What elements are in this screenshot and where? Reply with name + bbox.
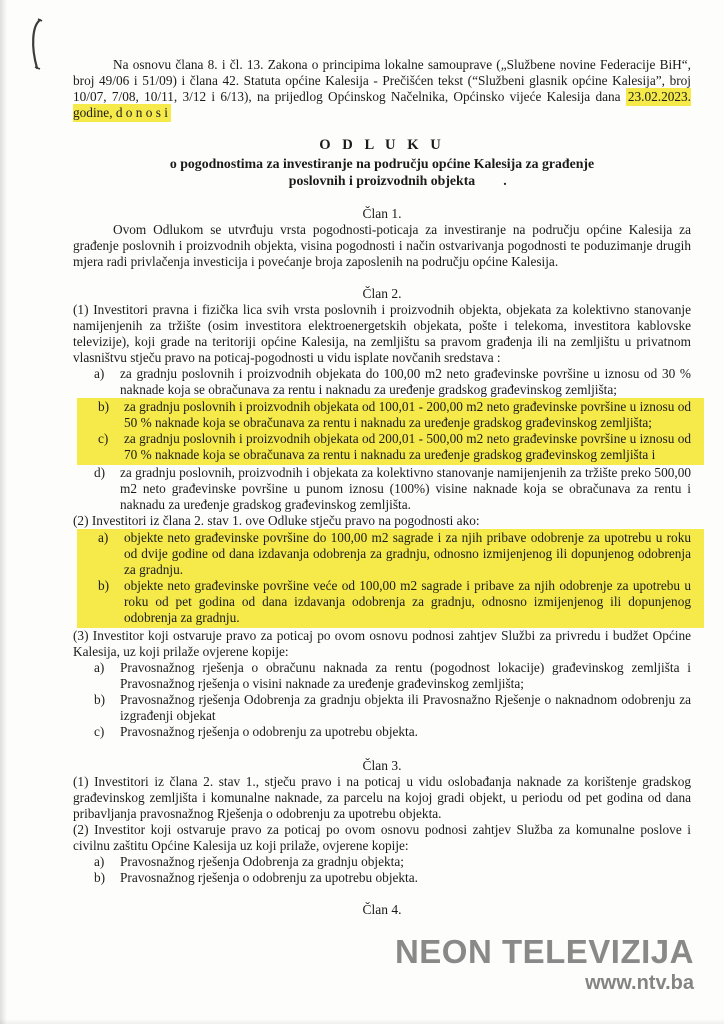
list-item-d — [73, 465, 691, 513]
clan-3-paragraph-2: (2) Investitor koji ostvaruje pravo za poticaj po ovom osnovu podnosi zahtjev Služba za komunalne poslove i civilnu zaštitu Općine Kalesija uz koji prilaže, ovjerene kopije: — [73, 821, 691, 853]
list-marker: d) — [94, 464, 106, 480]
list-marker: a) — [94, 365, 105, 381]
list-marker: b) — [98, 398, 110, 414]
list-item-text: za gradnju poslovnih i proizvodnih objekata od 200,01 - 500,00 m2 neto građevinske površine u iznosu od 70 % naknade koja se obračunava za rentu i naknadu za uređenje gradskog građevinskog zemljišta i — [124, 430, 691, 462]
list-marker: b) — [94, 691, 106, 707]
document-title — [73, 137, 691, 190]
list-item-text: za gradnju poslovnih i proizvodnih objekata od 100,01 - 200,00 m2 neto građevinske površine u iznosu od 50 % naknade koja se obračunava za rentu i naknadu za uređenje gradskog građevinskog zemljišta; — [124, 398, 691, 430]
list-item-text: Pravosnažnog rješenja Odobrenja za gradnju objekta; — [120, 853, 404, 869]
list-marker: c) — [94, 723, 105, 739]
clan-1-heading: Član 1. — [362, 205, 402, 221]
list-item-2b — [77, 578, 691, 626]
title-line-3: poslovnih i proizvodnih objekta . — [288, 173, 507, 188]
highlighted-date: 23.02.2023. godine, d o n o s i — [73, 89, 691, 120]
list-item-text: za gradnju poslovnih i proizvodnih objekata do 100,00 m2 neto građevinske površine u iznosu od 30 % naknade koja se obračunava za rentu i naknadu za uređenje gradskog građevinskog zemljišta; — [120, 365, 691, 397]
list-item-text: objekte neto građevinske površine veće od 100,00 m2 sagrade i pribave za njih odobrenje za upotrebu u roku od pet godina od dana izdavanja odobrenja za gradnju, odnosno izmijenjenog ili dopunjenog odobrenja za gradnju. — [124, 577, 691, 625]
title-line-1: O D L U K U — [319, 137, 445, 153]
title-stray-dot: . — [503, 173, 507, 188]
clan-3-heading: Član 3. — [362, 757, 402, 773]
list-marker: a) — [94, 853, 105, 869]
list-item-c — [77, 431, 691, 463]
list-item-a — [73, 366, 691, 398]
list-marker: c) — [98, 430, 109, 446]
list-marker: a) — [94, 659, 105, 675]
document-body — [73, 57, 691, 918]
clan-1-body: Ovom Odlukom se utvrđuju vrsta pogodnosti-poticaja za investiranje na području općine Kalesija za građenje poslovnih i proizvodnih objekta, visina pogodnosti i način ostvarivanja pogodnosti te poduzimanje drugih mjera radi privlačenja investicija i povećanje broja zaposlenih na području općine Kalesija. — [73, 221, 691, 269]
clan-2-heading: Član 2. — [362, 285, 402, 301]
list-marker: b) — [98, 577, 110, 593]
list-item-2a — [77, 530, 691, 578]
intro-text: Na osnovu člana 8. i čl. 13. Zakona o principima lokalne samouprave („Službene novine Federacije BiH“, broj 49/06 i 51/09) i člana 42. Statuta općine Kalesija - Prečišćen tekst (“Službeni glasnik općine Kalesija”, broj 10/07, 7/08, 10/11, 3/12 i 6/13), na prijedlog Općinskog Načelnika, Općinsko vijeće Kalesija dana — [73, 57, 691, 104]
clan-2-paragraph-3: (3) Investitor koji ostvaruje pravo za poticaj po ovom osnovu podnosi zahtjev Službi za privredu i budžet Općine Kalesija, uz koji prilaže ovjerene kopije: — [73, 627, 691, 659]
list-item-text: za gradnju poslovnih, proizvodnih i objekata za kolektivno stanovanje namijenjenih za tržište preko 500,00 m2 neto građevinske površine u punom iznosu (100%) visine naknade koja se obračunava za rentu i naknadu za uređenje gradskog građevinskog zemljišta. — [120, 464, 691, 512]
list-item-text: objekte neto građevinske površine do 100,00 m2 sagrade i za njih pribave odobrenje za upotrebu u roku od dvije godine od dana izdavanja odobrenja za gradnju, odnosno izmijenjenog ili dopunjenog odobrenja za gradnju. — [124, 529, 691, 577]
list-item-text: Pravosnažnog rješenja o odobrenju za upotrebu objekta. — [120, 869, 418, 885]
highlight-block-1 — [77, 398, 704, 465]
scan-edge-shadow-bottom — [0, 1019, 724, 1024]
list-item-3b — [73, 692, 691, 724]
pen-mark — [27, 17, 49, 73]
list-item-a — [73, 854, 691, 870]
list-item-3c — [73, 724, 691, 740]
list-item-text: Pravosnažnog rješenja o odobrenju za upotrebu objekta. — [120, 723, 418, 739]
clan-2-paragraph-1: (1) Investitori pravna i fizička lica svih vrsta poslovnih i proizvodnih objekta, objekata za kolektivno stanovanje namijenjenih za tržište (osim investitora elektroenergetskih objekata, pošte i telekoma, investitora kablovske televizije), koji grade na teritoriji općine Kalesija, na zemljištu sa pravom građenja ili na zemljištu u privatnom vlasništvu stječu pravo na poticaj-pogodnosti u vidu isplate novčanih sredstava : — [73, 301, 691, 365]
scan-edge-shadow — [0, 0, 7, 1024]
list-item-text: Pravosnažnog rješenja o obračunu naknada za rentu (pogodnost lokacije) građevinskog zemljišta i Pravosnažnog rješenja o visini naknade za uređenje građevinskog zemljišta; — [120, 659, 691, 691]
clan-4-heading: Član 4. — [362, 901, 402, 917]
list-item-b — [73, 870, 691, 886]
list-item-3a — [73, 660, 691, 692]
clan-3-paragraph-1: (1) Investitori iz člana 2. stav 1., stječu pravo i na poticaj u vidu oslobađanja naknade za korištenje gradskog građevinskog zemljišta i komunalne naknade, za parcelu na kojoj gradi objekt, u periodu od pet godina od dana pribavljanja pravosnažnog Rješenja o odobrenju za upotrebu objekta. — [73, 773, 691, 821]
list-marker: b) — [94, 869, 106, 885]
title-line-2: o pogodnostima za investiranje na području općine Kalesija za građenje — [169, 155, 595, 171]
ntv-watermark — [395, 934, 694, 995]
highlight-block-2 — [77, 529, 704, 628]
list-item-text: Pravosnažnog rješenja Odobrenja za gradnju objekta ili Pravosnažno Rješenje o naknadnom odobrenju za izgrađenji objekat — [120, 691, 691, 723]
intro-paragraph — [73, 57, 691, 121]
clan-2-paragraph-2: (2) Investitori iz člana 2. stav 1. ove Odluke stječu pravo na pogodnosti ako: — [73, 512, 480, 528]
neon-televizija-logo-text: NEON TELEVIZIJA — [394, 933, 694, 970]
ntv-website-url: www.ntv.ba — [585, 972, 694, 994]
list-marker: a) — [98, 529, 109, 545]
list-item-b — [77, 399, 691, 431]
